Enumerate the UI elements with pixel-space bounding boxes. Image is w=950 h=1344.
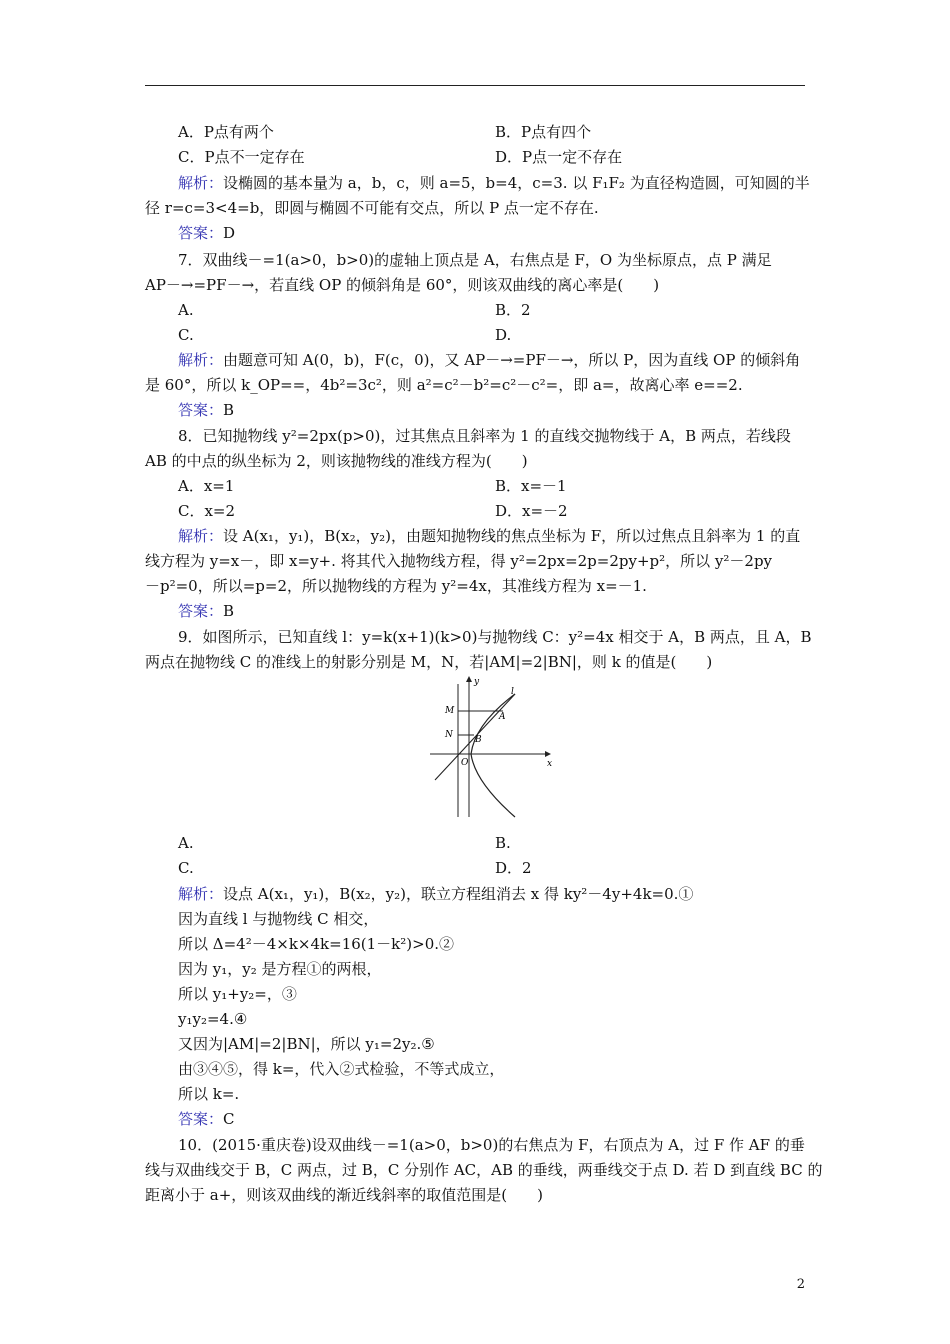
text-line <box>178 250 772 270</box>
text-line <box>178 984 297 1004</box>
text-line <box>495 122 591 142</box>
text-line <box>178 426 791 446</box>
line-text: 两点在抛物线 C 的准线上的射影分别是 M，N，若|AM|=2|BN|，则 k 的值是( ) <box>145 653 713 671</box>
line-text: D <box>223 224 236 242</box>
line-text: 是 60°，所以 k_OP==，4b²=3c²，则 a²=c²－b²=c²－c²=，即 a=，故离心率 e==2. <box>145 376 743 394</box>
parabola-curve <box>471 694 515 817</box>
section-label: 解析： <box>178 351 224 369</box>
line-text: 由题意可知 A(0，b)，F(c，0)，又 AP－→=PF－→，所以 P，因为直线 OP 的倾斜角 <box>223 351 801 369</box>
line-text: 又因为|AM|=2|BN|，所以 y₁=2y₂.⑤ <box>178 1035 435 1053</box>
text-line <box>495 501 568 521</box>
text-line <box>178 1084 239 1104</box>
text-line <box>178 476 234 496</box>
text-line <box>178 325 194 345</box>
line-text: 所以 k=. <box>178 1085 240 1103</box>
text-line <box>178 223 235 243</box>
text-line <box>178 1034 435 1054</box>
section-label: 解析： <box>178 527 224 545</box>
text-line <box>145 451 528 471</box>
line-text: A．P点有两个 <box>178 123 274 141</box>
label-x: x <box>547 759 553 769</box>
section-label: 解析： <box>178 174 224 192</box>
text-line <box>495 325 511 345</box>
text-line <box>145 375 743 395</box>
line-text: C. <box>178 859 194 877</box>
section-label: 答案： <box>178 602 224 620</box>
line-text: D．x=－2 <box>495 502 568 520</box>
line-text: 径 r=c=3<4=b，即圆与椭圆不可能有交点，所以 P 点一定不存在. <box>145 199 599 217</box>
line-text: 设椭圆的基本量为 a，b，c，则 a=5，b=4，c=3. 以 F₁F₂ 为直径构造圆，可知圆的半 <box>223 174 810 192</box>
line-text: B. <box>495 834 511 852</box>
line-text: B．2 <box>495 301 531 319</box>
line-text: 由③④⑤，得 k=，代入②式检验，不等式成立， <box>178 1060 505 1078</box>
label-n: N <box>445 730 453 740</box>
line-text: 所以 y₁+y₂=，③ <box>178 985 297 1003</box>
line-text: 因为 y₁，y₂ 是方程①的两根， <box>178 960 382 978</box>
text-line <box>178 1109 235 1129</box>
text-line <box>178 350 800 370</box>
line-text: 10．(2015·重庆卷)设双曲线－=1(a>0，b>0)的右焦点为 F，右顶点为 A，过 F 作 AF 的垂 <box>178 1136 805 1154</box>
text-line <box>178 858 194 878</box>
line-text: 线与双曲线交于 B，C 两点，过 B，C 分别作 AC，AB 的垂线，两垂线交于点 D. 若 D 到直线 BC 的 <box>145 1161 823 1179</box>
text-line <box>178 300 194 320</box>
line-text: D．2 <box>495 859 532 877</box>
line-text: A. <box>178 301 194 319</box>
label-l: l <box>511 687 514 697</box>
text-line <box>495 476 567 496</box>
text-line <box>145 652 712 672</box>
text-line <box>145 576 647 596</box>
text-line <box>178 1009 247 1029</box>
text-line <box>178 122 274 142</box>
text-line <box>495 858 532 878</box>
text-line <box>495 300 531 320</box>
line-text: 线方程为 y=x－，即 x=y+. 将其代入抛物线方程，得 y²=2px=2p=2py+p²，所以 y²－2py <box>145 552 773 570</box>
text-line <box>178 934 454 954</box>
section-label: 解析： <box>178 885 224 903</box>
line-text: y₁y₂=4.④ <box>178 1010 248 1028</box>
figure-parabola-line <box>425 672 575 822</box>
section-label: 答案： <box>178 401 224 419</box>
label-y: y <box>474 677 480 687</box>
text-line <box>495 147 622 167</box>
text-line <box>178 833 194 853</box>
text-line <box>178 147 305 167</box>
label-m: M <box>445 706 455 716</box>
text-line <box>178 909 378 929</box>
text-line <box>178 884 693 904</box>
line-text: AB 的中点的纵坐标为 2，则该抛物线的准线方程为( ) <box>145 452 528 470</box>
text-line <box>145 551 772 571</box>
line-text: 7．双曲线－=1(a>0，b>0)的虚轴上顶点是 A，右焦点是 F，O 为坐标原点，点 P 满足 <box>178 251 772 269</box>
line-text: C <box>223 1110 235 1128</box>
line-text: C．P点不一定存在 <box>178 148 305 166</box>
text-line <box>145 1160 822 1180</box>
line-text: B．x=－1 <box>495 477 567 495</box>
line-text: 因为直线 l 与抛物线 C 相交， <box>178 910 379 928</box>
text-line <box>178 526 800 546</box>
label-b: B <box>475 735 482 745</box>
line-text: B．P点有四个 <box>495 123 592 141</box>
text-line <box>178 601 234 621</box>
line-text: 8．已知抛物线 y²=2px(p>0)，过其焦点且斜率为 1 的直线交抛物线于 A，B 两点，若线段 <box>178 427 791 445</box>
section-label: 答案： <box>178 224 224 242</box>
line-text: D．P点一定不存在 <box>495 148 623 166</box>
text-line <box>495 833 511 853</box>
line-text: 9．如图所示，已知直线 l：y=k(x+1)(k>0)与抛物线 C：y²=4x 相交于 A，B 两点，且 A，B <box>178 628 812 646</box>
line-text: 设 A(x₁，y₁)，B(x₂，y₂)，由题知抛物线的焦点坐标为 F，所以过焦点且斜率为 1 的直 <box>223 527 801 545</box>
text-line <box>178 627 812 647</box>
text-line <box>178 173 810 193</box>
line-text: A．x=1 <box>178 477 235 495</box>
header-rule <box>145 85 805 86</box>
text-line <box>145 275 659 295</box>
line-text: B <box>223 401 235 419</box>
line-text: －p²=0，所以=p=2，所以抛物线的方程为 y²=4x，其准线方程为 x=－1. <box>145 577 647 595</box>
line-text: 设点 A(x₁，y₁)，B(x₂，y₂)，联立方程组消去 x 得 ky²－4y+4k=0.① <box>223 885 694 903</box>
text-line <box>178 501 235 521</box>
page-number: 2 <box>796 1277 805 1292</box>
line-text: 所以 Δ=4²－4×k×4k=16(1－k²)>0.② <box>178 935 455 953</box>
label-a: A <box>499 712 506 722</box>
line-text: AP－→=PF－→，若直线 OP 的倾斜角是 60°，则该双曲线的离心率是( ) <box>145 276 660 294</box>
line-text: D. <box>495 326 512 344</box>
text-line <box>145 198 599 218</box>
text-line <box>145 1185 543 1205</box>
text-line <box>178 959 382 979</box>
line-text: 距离小于 a+，则该双曲线的渐近线斜率的取值范围是( ) <box>145 1186 543 1204</box>
line-text: A. <box>178 834 194 852</box>
text-line <box>178 1135 805 1155</box>
text-line <box>178 1059 504 1079</box>
section-label: 答案： <box>178 1110 224 1128</box>
line-text: C．x=2 <box>178 502 236 520</box>
text-line <box>178 400 234 420</box>
label-o: O <box>461 758 469 768</box>
line-text: C. <box>178 326 194 344</box>
line-text: B <box>223 602 235 620</box>
